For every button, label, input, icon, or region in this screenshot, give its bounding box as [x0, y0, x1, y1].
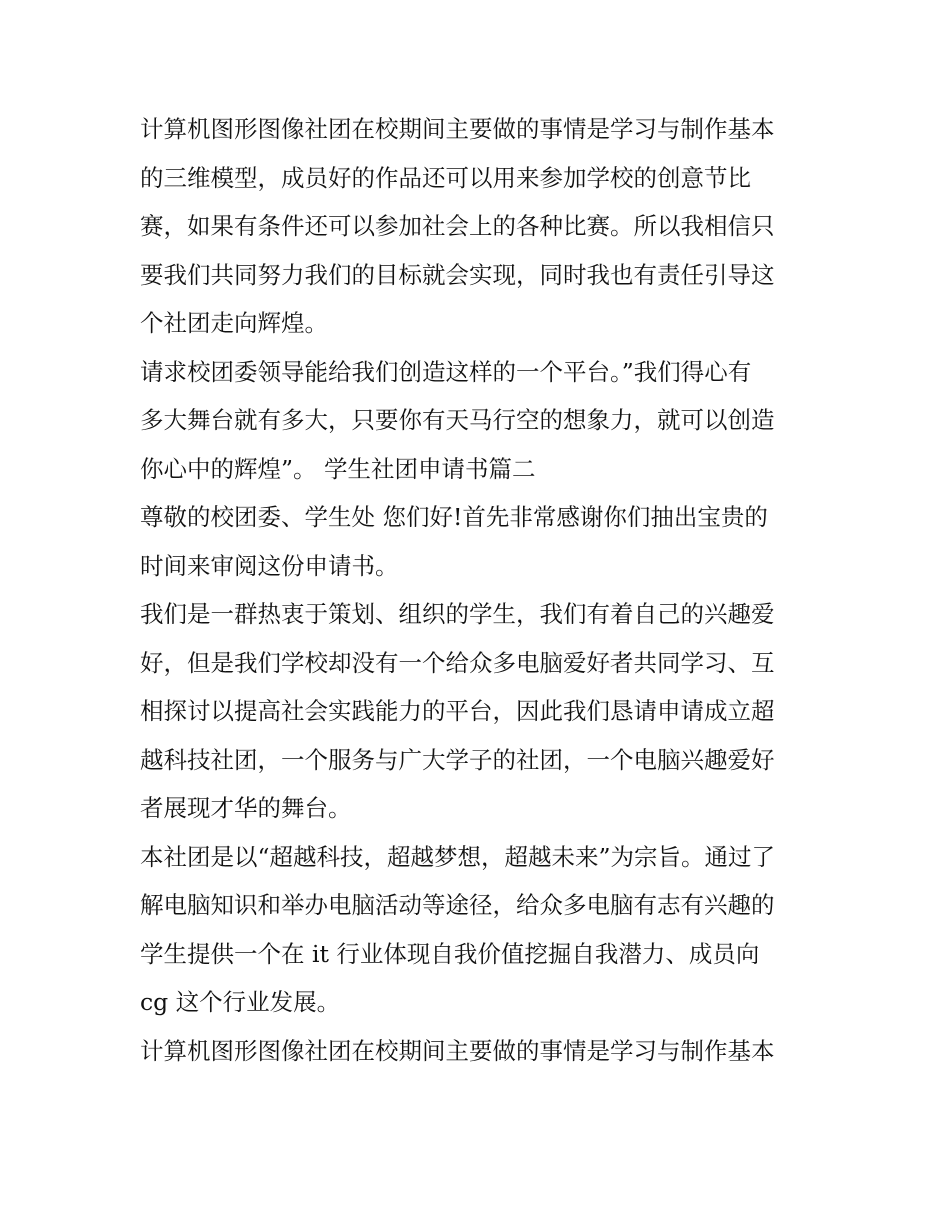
text-line: 好，但是我们学校却没有一个给众多电脑爱好者共同学习、互 — [140, 648, 775, 677]
text-line: 多大舞台就有多大，只要你有天马行空的想象力，就可以创造 — [140, 406, 775, 434]
text-line: 本社团是以“超越科技，超越梦想，超越未来”为宗旨。通过了 — [140, 842, 776, 871]
text-line: 的三维模型，成员好的作品还可以用来参加学校的创意节比 — [140, 163, 751, 192]
text-line: 个社团走向辉煌。 — [140, 309, 328, 337]
text-line: 尊敬的校团委、学生处 您们好!首先非常感谢你们抽出宝贵的 — [140, 503, 768, 531]
text-line: 你心中的辉煌”。 学生社团申请书篇二 — [140, 454, 536, 483]
text-line: 学生提供一个在 it 行业体现自我价值挖掘自我潜力、成员向 — [140, 939, 760, 968]
text-line: 赛，如果有条件还可以参加社会上的各种比赛。所以我相信只 — [140, 212, 775, 240]
text-line: 相探讨以提高社会实践能力的平台，因此我们恳请申请成立超 — [140, 697, 775, 725]
text-line: 越科技社团，一个服务与广大学子的社团，一个电脑兴趣爱好 — [140, 745, 775, 774]
text-line: 要我们共同努力我们的目标就会实现，同时我也有责任引导这 — [140, 260, 775, 289]
text-line: 解电脑知识和举办电脑活动等途径，给众多电脑有志有兴趣的 — [140, 891, 775, 919]
text-line: 计算机图形图像社团在校期间主要做的事情是学习与制作基本 — [140, 115, 775, 143]
text-line: 我们是一群热衷于策划、组织的学生，我们有着自己的兴趣爱 — [140, 600, 775, 628]
document-body — [140, 105, 820, 1075]
text-line: 时间来审阅这份申请书。 — [140, 551, 399, 580]
text-line: 计算机图形图像社团在校期间主要做的事情是学习与制作基本 — [140, 1036, 775, 1065]
text-line: cg 这个行业发展。 — [140, 988, 341, 1016]
text-line: 请求校团委领导能给我们创造这样的一个平台。”我们得心有 — [140, 357, 752, 386]
text-line: 者展现才华的舞台。 — [140, 794, 352, 822]
